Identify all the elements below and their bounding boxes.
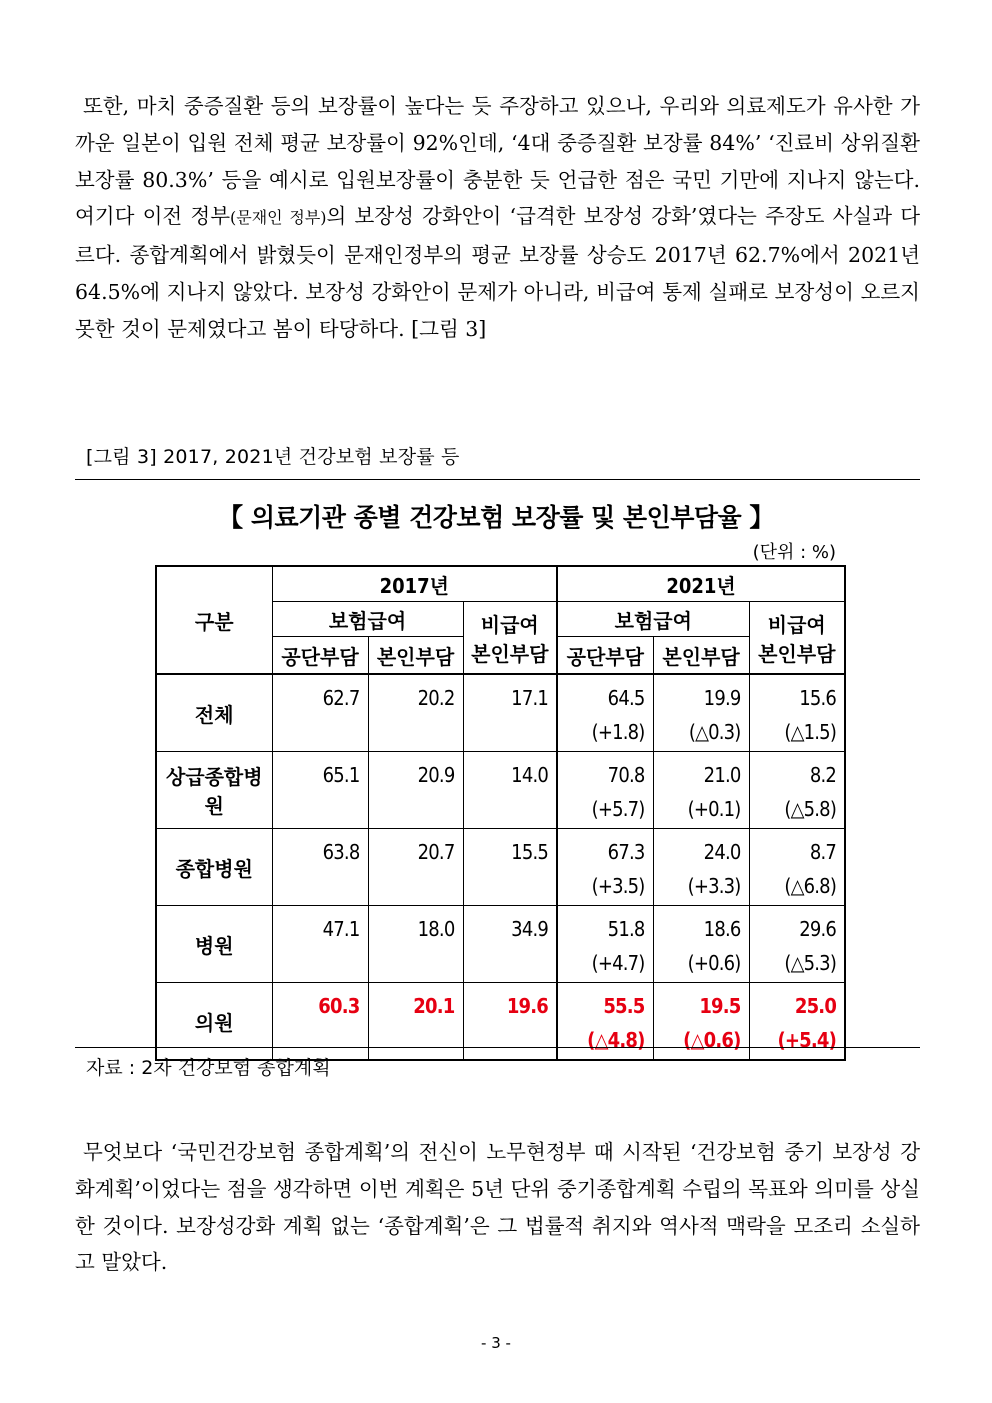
change: (+0.6) — [687, 951, 741, 975]
row-label: 종합병원 — [156, 829, 272, 906]
value: 15.6 — [799, 686, 837, 710]
change: (+3.3) — [687, 874, 741, 898]
value: 19.5 — [699, 994, 741, 1018]
figure-caption: [그림 3] 2017, 2021년 건강보험 보장률 등 — [86, 446, 460, 468]
value-cell — [557, 752, 653, 829]
change: (+5.4) — [777, 1028, 837, 1052]
change: (+1.8) — [591, 720, 645, 744]
value-cell: 65.1 — [272, 752, 368, 829]
header-corp-2021: 공단부담 — [557, 637, 653, 675]
value: 8.2 — [809, 763, 837, 787]
change: (△5.3) — [784, 951, 837, 975]
header-uninsured-2021-line2: 본인부담 — [758, 641, 836, 666]
value-cell — [749, 983, 845, 1061]
change: (△0.3) — [688, 720, 741, 744]
value-cell: 20.1 — [368, 983, 463, 1061]
header-category: 구분 — [156, 566, 272, 674]
row-label: 전체 — [156, 674, 272, 752]
figure-bottom-rule — [75, 1047, 920, 1048]
row-label: 병원 — [156, 906, 272, 983]
row-label: 의원 — [156, 983, 272, 1061]
value-cell — [653, 983, 749, 1061]
value: 55.5 — [603, 994, 645, 1018]
value-cell: 60.3 — [272, 983, 368, 1061]
header-corp-2017: 공단부담 — [272, 637, 368, 675]
change: (+5.7) — [591, 797, 645, 821]
header-insured-2017: 보험급여 — [272, 602, 463, 637]
value-cell — [557, 906, 653, 983]
value-cell: 20.7 — [368, 829, 463, 906]
value-cell — [557, 829, 653, 906]
figure-top-rule — [75, 479, 920, 480]
value-cell — [653, 674, 749, 752]
value-cell — [557, 983, 653, 1061]
value-cell: 14.0 — [463, 752, 557, 829]
change: (△6.8) — [784, 874, 837, 898]
table-row — [156, 829, 845, 906]
header-self-2017: 본인부담 — [368, 637, 463, 675]
header-uninsured-2017-line1: 비급여 — [480, 612, 539, 637]
table-row-highlight — [156, 983, 845, 1061]
value-cell — [653, 829, 749, 906]
value-cell: 15.5 — [463, 829, 557, 906]
change: (+3.5) — [591, 874, 645, 898]
row-label: 상급종합병원 — [156, 752, 272, 829]
table-row — [156, 674, 845, 752]
header-year-2017: 2017년 — [272, 566, 557, 602]
change: (△4.8) — [587, 1028, 645, 1052]
value: 25.0 — [794, 994, 837, 1018]
value: 67.3 — [607, 840, 645, 864]
value: 21.0 — [703, 763, 741, 787]
value: 64.5 — [607, 686, 645, 710]
value-cell: 19.6 — [463, 983, 557, 1061]
change: (△5.8) — [784, 797, 837, 821]
change: (+0.1) — [687, 797, 741, 821]
paragraph-1-note: (문재인 정부) — [230, 208, 327, 228]
value-cell: 47.1 — [272, 906, 368, 983]
header-self-2021: 본인부담 — [653, 637, 749, 675]
header-uninsured-2021-line1: 비급여 — [767, 612, 826, 637]
value-cell — [557, 674, 653, 752]
header-insured-2021: 보험급여 — [557, 602, 749, 637]
figure-source: 자료 : 2차 건강보험 종합계획 — [86, 1057, 331, 1079]
value-cell — [653, 906, 749, 983]
body-paragraph-2: 무엇보다 ‘국민건강보험 종합계획’의 전신이 노무현정부 때 시작된 ‘건강보험 중기 보장성 강화계획’이었다는 점을 생각하면 이번 계획은 5년 단위 중기종합계획 수립의 목표와 의미를 상실한 것이다. 보장성강화 계획 없는 ‘종합계획’은 그 법률적 취지와 역사적 맥락을 모조리 소실하고 말았다. — [75, 1140, 920, 1275]
body-paragraph-1 — [75, 88, 920, 348]
value-cell: 63.8 — [272, 829, 368, 906]
value-cell — [749, 752, 845, 829]
table-row — [156, 752, 845, 829]
header-year-2021: 2021년 — [557, 566, 845, 602]
paragraph-1-text-a: 또한, 마치 중증질환 등의 보장률이 높다는 듯 주장하고 있으나, 우리와 의료제도가 유사한 가까운 일본이 입원 전체 평균 보장률이 92%인데, ‘4대 중증질환 보장률 84%’ ‘진료비 상위질환 보장률 80.3%’ 등을 예시로 입원보장률이 충분한 듯 언급한 점은 국민 기만에 지나지 않는다. 여기다 이전 정부 — [75, 94, 920, 229]
change: (△0.6) — [683, 1028, 741, 1052]
value: 70.8 — [607, 763, 645, 787]
value-cell: 20.9 — [368, 752, 463, 829]
value-cell: 34.9 — [463, 906, 557, 983]
value-cell: 20.2 — [368, 674, 463, 752]
value: 24.0 — [703, 840, 741, 864]
header-uninsured-2021 — [749, 602, 845, 675]
value-cell: 17.1 — [463, 674, 557, 752]
change: (△1.5) — [784, 720, 837, 744]
value-cell — [749, 829, 845, 906]
figure-title: 【 의료기관 종별 건강보험 보장률 및 본인부담율 】 — [218, 503, 774, 532]
value-cell — [749, 674, 845, 752]
coverage-table — [155, 565, 846, 1061]
header-uninsured-2017 — [463, 602, 557, 675]
value: 8.7 — [809, 840, 837, 864]
value-cell: 18.0 — [368, 906, 463, 983]
paragraph-1-text-b: 의 보장성 강화안이 ‘급격한 보장성 강화’였다는 주장도 사실과 다르다. 종합계획에서 밝혔듯이 문재인정부의 평균 보장률 상승도 2017년 62.7%에서 2021년 64.5%에 지나지 않았다. 보장성 강화안이 문제가 아니라, 비급여 통제 실패로 보장성이 오르지 못한 것이 문제였다고 봄이 타당하다. [그림 3] — [75, 204, 920, 341]
value: 29.6 — [799, 917, 837, 941]
page-number: - 3 - — [481, 1334, 511, 1352]
value-cell: 62.7 — [272, 674, 368, 752]
value: 18.6 — [703, 917, 741, 941]
header-uninsured-2017-line2: 본인부담 — [471, 641, 549, 666]
value: 51.8 — [607, 917, 645, 941]
value: 19.9 — [703, 686, 741, 710]
value-cell — [749, 906, 845, 983]
table-row — [156, 906, 845, 983]
value-cell — [653, 752, 749, 829]
figure-unit: (단위 : %) — [752, 542, 836, 563]
change: (+4.7) — [591, 951, 645, 975]
